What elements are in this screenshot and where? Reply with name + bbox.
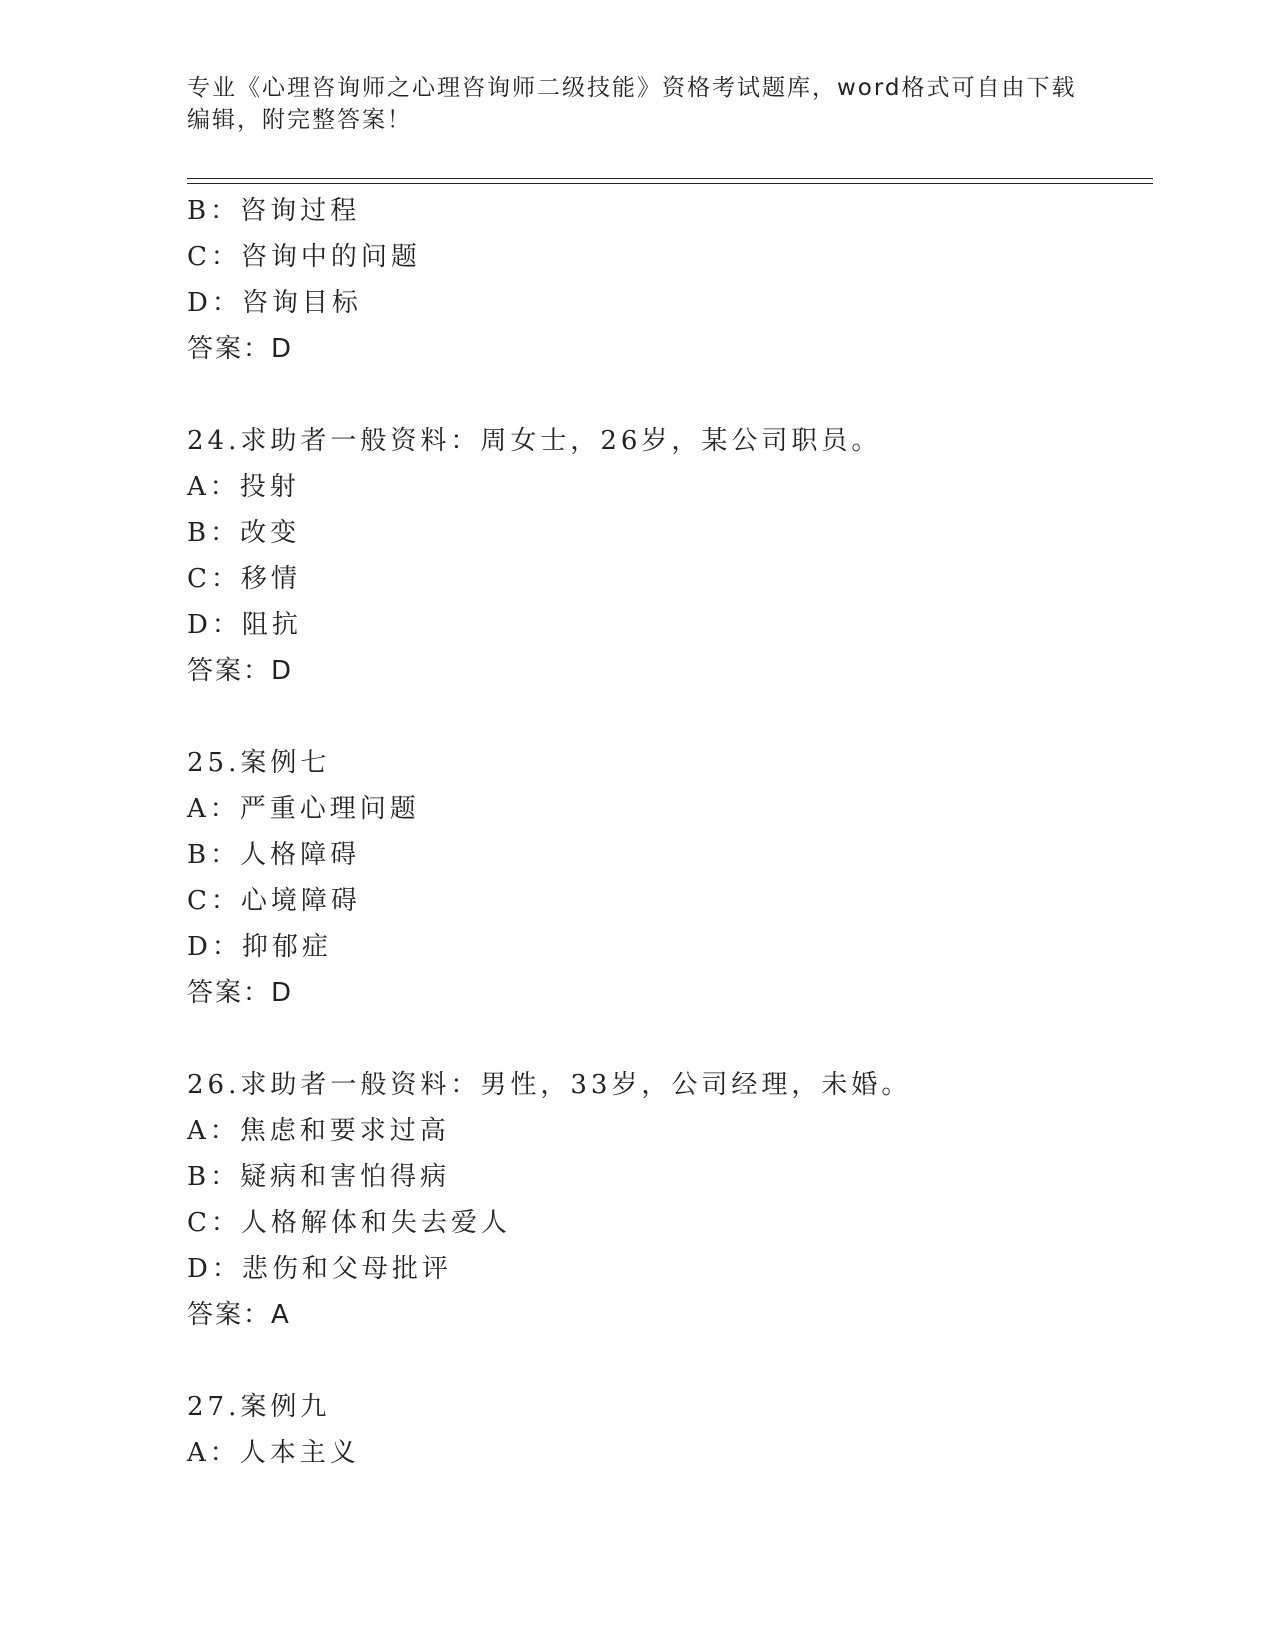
option-d: D：阻抗 [187,610,302,640]
block-spacer [187,1338,1147,1384]
answer-line: 答案：D [187,978,294,1008]
question-block [187,1062,1147,1338]
option-c: C：人格解体和失去爱人 [187,1208,511,1238]
option-b: B：改变 [187,518,301,548]
question-title: 25.案例七 [187,748,331,778]
question-block [187,418,1147,694]
answer-line: 答案：A [187,1300,291,1330]
option-d: D：抑郁症 [187,932,332,962]
question-block [187,740,1147,1016]
block-spacer [187,1016,1147,1062]
question-block [187,188,1147,372]
header-line-1: 专业《心理咨询师之心理咨询师二级技能》资格考试题库，word格式可自由下载 [187,75,1077,101]
header-line-2: 编辑，附完整答案！ [187,107,412,133]
option-c: C：咨询中的问题 [187,242,421,272]
option-d: D：咨询目标 [187,288,362,318]
option-b: B：咨询过程 [187,196,361,226]
question-block [187,1384,1147,1476]
option-a: A：严重心理问题 [187,794,420,824]
option-b: B：疑病和害怕得病 [187,1162,451,1192]
header-divider-top [187,178,1153,179]
option-a: A：人本主义 [187,1438,360,1468]
option-c: C：心境障碍 [187,886,361,916]
block-spacer [187,372,1147,418]
option-a: A：投射 [187,472,300,502]
answer-line: 答案：D [187,334,294,364]
option-c: C：移情 [187,564,301,594]
option-a: A：焦虑和要求过高 [187,1116,450,1146]
header-divider-bottom [187,183,1153,184]
block-spacer [187,694,1147,740]
document-header [187,72,1087,136]
question-title: 27.案例九 [187,1392,331,1422]
option-b: B：人格障碍 [187,840,361,870]
question-list [187,188,1147,1476]
question-title: 24.求助者一般资料：周女士，26岁，某公司职员。 [187,426,882,456]
question-title: 26.求助者一般资料：男性，33岁，公司经理，未婚。 [187,1070,912,1100]
answer-line: 答案：D [187,656,294,686]
option-d: D：悲伤和父母批评 [187,1254,452,1284]
